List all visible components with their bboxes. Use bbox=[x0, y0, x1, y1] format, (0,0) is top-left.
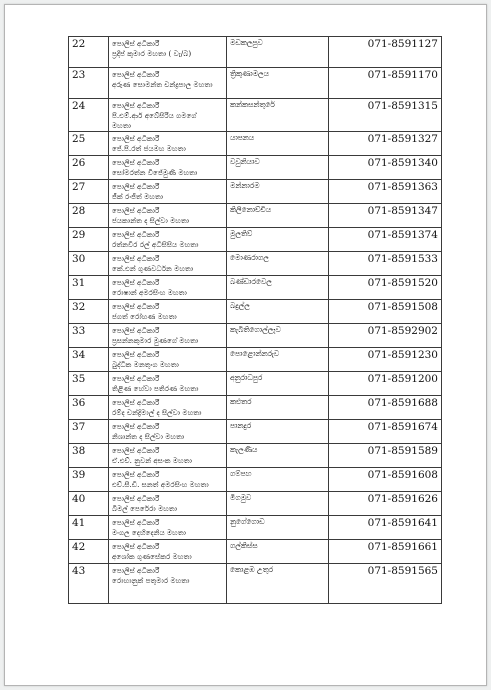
row-number: 24 bbox=[69, 99, 109, 132]
officer-name-line: එච්.සී.ඩී. සනත් අමරසිංහ මහතා bbox=[112, 480, 209, 489]
officer-name-cell bbox=[109, 420, 227, 444]
phone-number: 071-8591641 bbox=[329, 516, 442, 540]
police-division: කිලිනොච්චිය bbox=[227, 204, 329, 228]
table-row bbox=[69, 396, 442, 420]
row-number: 31 bbox=[69, 276, 109, 300]
officer-name-line: ජගත් රෝහණ මහතා bbox=[112, 312, 177, 321]
officer-title: පොලිස් අධිකාරී bbox=[112, 566, 160, 575]
phone-number: 071-8591508 bbox=[329, 300, 442, 324]
officer-title: පොලිස් අධිකාරී bbox=[112, 494, 160, 503]
officer-name-line: මංගල දෙහිදෙනිය මහතා bbox=[112, 528, 187, 537]
officer-title: පොලිස් අධිකාරී bbox=[112, 278, 160, 287]
officer-title: පොලිස් අධිකාරී bbox=[112, 134, 160, 143]
table-row bbox=[69, 492, 442, 516]
officer-title: පොලිස් අධිකාරී bbox=[112, 422, 160, 431]
row-number: 43 bbox=[69, 564, 109, 604]
table-row bbox=[69, 204, 442, 228]
row-number: 27 bbox=[69, 180, 109, 204]
officer-name-line: අශෝක ගුණසේකර මහතා bbox=[112, 552, 192, 561]
phone-number: 071-8591200 bbox=[329, 372, 442, 396]
row-number: 33 bbox=[69, 324, 109, 348]
officer-name-cell bbox=[109, 324, 227, 348]
row-number: 23 bbox=[69, 68, 109, 99]
officer-title: පොලිස් අධිකාරී bbox=[112, 70, 160, 79]
police-division: කැබිතිගොල්ලෑව bbox=[227, 324, 329, 348]
phone-number: 071-8592902 bbox=[329, 324, 442, 348]
table-row bbox=[69, 324, 442, 348]
police-division: කළුතර bbox=[227, 396, 329, 420]
police-division: ගල්කිස්ස bbox=[227, 540, 329, 564]
police-division: බණ්ඩාරවෙල bbox=[227, 276, 329, 300]
officer-name-cell bbox=[109, 276, 227, 300]
officer-title: පොලිස් අධිකාරී bbox=[112, 230, 160, 239]
table-row bbox=[69, 228, 442, 252]
officer-title: පොලිස් අධිකාරී bbox=[112, 326, 160, 335]
row-number: 38 bbox=[69, 444, 109, 468]
table-row bbox=[69, 420, 442, 444]
table-row bbox=[69, 68, 442, 99]
officer-name-line: බුද්ධික මනතුංග මහතා bbox=[112, 360, 179, 369]
phone-number: 071-8591127 bbox=[329, 37, 442, 68]
officer-name-cell bbox=[109, 444, 227, 468]
phone-number: 071-8591327 bbox=[329, 132, 442, 156]
document-page bbox=[4, 4, 487, 686]
police-division: මඩකලපුව bbox=[227, 37, 329, 68]
officer-name-cell bbox=[109, 252, 227, 276]
police-division: කන්කසන්තුරේ bbox=[227, 99, 329, 132]
officer-name-line: අරුණ සොමන්ත චන්ද්‍රපාල මහතා bbox=[112, 80, 213, 89]
table-row bbox=[69, 348, 442, 372]
officer-name-cell bbox=[109, 68, 227, 99]
phone-number: 071-8591608 bbox=[329, 468, 442, 492]
police-division: මන්නාරම bbox=[227, 180, 329, 204]
phone-number: 071-8591374 bbox=[329, 228, 442, 252]
officer-name-cell bbox=[109, 348, 227, 372]
phone-number: 071-8591589 bbox=[329, 444, 442, 468]
police-division: මොණරාගල bbox=[227, 252, 329, 276]
officer-name-line: කේ.එන් ගුණවර්ධන මහතා bbox=[112, 264, 194, 273]
officer-title: පොලිස් අධිකාරී bbox=[112, 470, 160, 479]
contacts-table-body bbox=[69, 37, 442, 604]
officer-name-cell bbox=[109, 228, 227, 252]
officer-title: පොලිස් අධිකාරී bbox=[112, 398, 160, 407]
police-division: මීගමුව bbox=[227, 492, 329, 516]
table-row bbox=[69, 37, 442, 68]
phone-number: 071-8591565 bbox=[329, 564, 442, 604]
officer-name-cell bbox=[109, 180, 227, 204]
officer-name-cell bbox=[109, 99, 227, 132]
table-row bbox=[69, 252, 442, 276]
police-division: පොළොන්නරුව bbox=[227, 348, 329, 372]
row-number: 39 bbox=[69, 468, 109, 492]
table-row bbox=[69, 540, 442, 564]
police-division: අනුරාධපුර bbox=[227, 372, 329, 396]
police-division: නුගේගොඩ bbox=[227, 516, 329, 540]
phone-number: 071-8591347 bbox=[329, 204, 442, 228]
police-division: යාපනය bbox=[227, 132, 329, 156]
row-number: 35 bbox=[69, 372, 109, 396]
officer-name-line: බිමල් පෙරේරා මහතා bbox=[112, 504, 178, 513]
police-division: වවුනියාව bbox=[227, 156, 329, 180]
row-number: 41 bbox=[69, 516, 109, 540]
police-division: ගම්පහ bbox=[227, 468, 329, 492]
officer-title: පොලිස් අධිකාරී bbox=[112, 542, 160, 551]
table-row bbox=[69, 99, 442, 132]
officer-title: පොලිස් අධිකාරී bbox=[112, 206, 160, 215]
row-number: 40 bbox=[69, 492, 109, 516]
row-number: 37 bbox=[69, 420, 109, 444]
row-number: 28 bbox=[69, 204, 109, 228]
officer-title: පොලිස් අධිකාරී bbox=[112, 374, 160, 383]
officer-name-line: ප්‍රසන්නකුමාර මුණගේ මහතා bbox=[112, 336, 199, 345]
phone-number: 071-8591533 bbox=[329, 252, 442, 276]
police-division: පානදුර bbox=[227, 420, 329, 444]
phone-number: 071-8591626 bbox=[329, 492, 442, 516]
officer-name-cell bbox=[109, 372, 227, 396]
officer-title: පොලිස් අධිකාරී bbox=[112, 302, 160, 311]
table-row bbox=[69, 300, 442, 324]
officer-name-line: රම්ද චන්ද්‍රිමාල් ද සිල්වා මහතා bbox=[112, 408, 202, 417]
officer-name-line: සෝමරත්න විජේමුණි මහතා bbox=[112, 168, 198, 177]
officer-name-line: ජීක් රංජිත් මහතා bbox=[112, 192, 164, 201]
table-row bbox=[69, 132, 442, 156]
phone-number: 071-8591315 bbox=[329, 99, 442, 132]
officer-name-line: රොෂාන් අමරසිංහ මහතා bbox=[112, 288, 187, 297]
phone-number: 071-8591230 bbox=[329, 348, 442, 372]
officer-title: පොලිස් අධිකාරී bbox=[112, 518, 160, 527]
officer-name-line: ඒ.එච්. නුවන් අසංක මහතා bbox=[112, 456, 192, 465]
officer-title: පොලිස් අධිකාරී bbox=[112, 158, 160, 167]
officer-name-cell bbox=[109, 396, 227, 420]
officer-title: පොලිස් අධිකාරී bbox=[112, 446, 160, 455]
table-row bbox=[69, 156, 442, 180]
officer-name-cell bbox=[109, 540, 227, 564]
police-division: ත්‍රිකුණාමලය bbox=[227, 68, 329, 99]
officer-name-line: ජේ.පී.රත් ජයමහ මහතා bbox=[112, 144, 186, 153]
officer-name-cell bbox=[109, 468, 227, 492]
row-number: 29 bbox=[69, 228, 109, 252]
table-row bbox=[69, 372, 442, 396]
police-division: බදුල්ල bbox=[227, 300, 329, 324]
officer-name-line: තිළිණ හේවා පතිරණ මහතා bbox=[112, 384, 199, 393]
row-number: 32 bbox=[69, 300, 109, 324]
row-number: 25 bbox=[69, 132, 109, 156]
officer-name-line: මහතා bbox=[112, 121, 132, 130]
row-number: 36 bbox=[69, 396, 109, 420]
officer-title: පොලිස් අධිකාරී bbox=[112, 101, 160, 110]
officer-title: පොලිස් අධිකාරී bbox=[112, 39, 160, 48]
phone-number: 071-8591674 bbox=[329, 420, 442, 444]
phone-number: 071-8591340 bbox=[329, 156, 442, 180]
police-division: කැලණිය bbox=[227, 444, 329, 468]
officer-name-line: නිශාන්ත ද සිල්වා මහතා bbox=[112, 432, 185, 441]
officer-name-line: රත්නවීර රල් අධිසිසිය මහතා bbox=[112, 240, 199, 249]
table-row bbox=[69, 468, 442, 492]
phone-number: 071-8591363 bbox=[329, 180, 442, 204]
row-number: 42 bbox=[69, 540, 109, 564]
phone-number: 071-8591170 bbox=[329, 68, 442, 99]
officer-name-line: රොහානුක් පතුමාර මහතා bbox=[112, 576, 190, 585]
table-row bbox=[69, 516, 442, 540]
table-row bbox=[69, 564, 442, 604]
row-number: 26 bbox=[69, 156, 109, 180]
officer-name-cell bbox=[109, 492, 227, 516]
police-division: කොළඹ උතුර bbox=[227, 564, 329, 604]
contacts-table bbox=[68, 36, 442, 604]
officer-title: පොලිස් අධිකාරී bbox=[112, 350, 160, 359]
officer-title: පොලිස් අධිකාරී bbox=[112, 254, 160, 263]
phone-number: 071-8591688 bbox=[329, 396, 442, 420]
table-row bbox=[69, 276, 442, 300]
officer-name-cell bbox=[109, 300, 227, 324]
officer-name-line: පී.එම්.ආර් අබේසිරිය ගමගේ bbox=[112, 111, 197, 120]
officer-name-cell bbox=[109, 132, 227, 156]
officer-name-line: ප්‍රදීප් කුමාර මහතා ( වැ/බ) bbox=[112, 49, 192, 58]
police-division: මුලතිව් bbox=[227, 228, 329, 252]
officer-name-cell bbox=[109, 37, 227, 68]
row-number: 22 bbox=[69, 37, 109, 68]
officer-name-cell bbox=[109, 156, 227, 180]
table-row bbox=[69, 444, 442, 468]
officer-name-cell bbox=[109, 564, 227, 604]
phone-number: 071-8591661 bbox=[329, 540, 442, 564]
row-number: 34 bbox=[69, 348, 109, 372]
officer-name-line: ජයකාන්ත ද සිල්වා මහතා bbox=[112, 216, 190, 225]
phone-number: 071-8591520 bbox=[329, 276, 442, 300]
officer-name-cell bbox=[109, 204, 227, 228]
officer-title: පොලිස් අධිකාරී bbox=[112, 182, 160, 191]
row-number: 30 bbox=[69, 252, 109, 276]
officer-name-cell bbox=[109, 516, 227, 540]
table-row bbox=[69, 180, 442, 204]
